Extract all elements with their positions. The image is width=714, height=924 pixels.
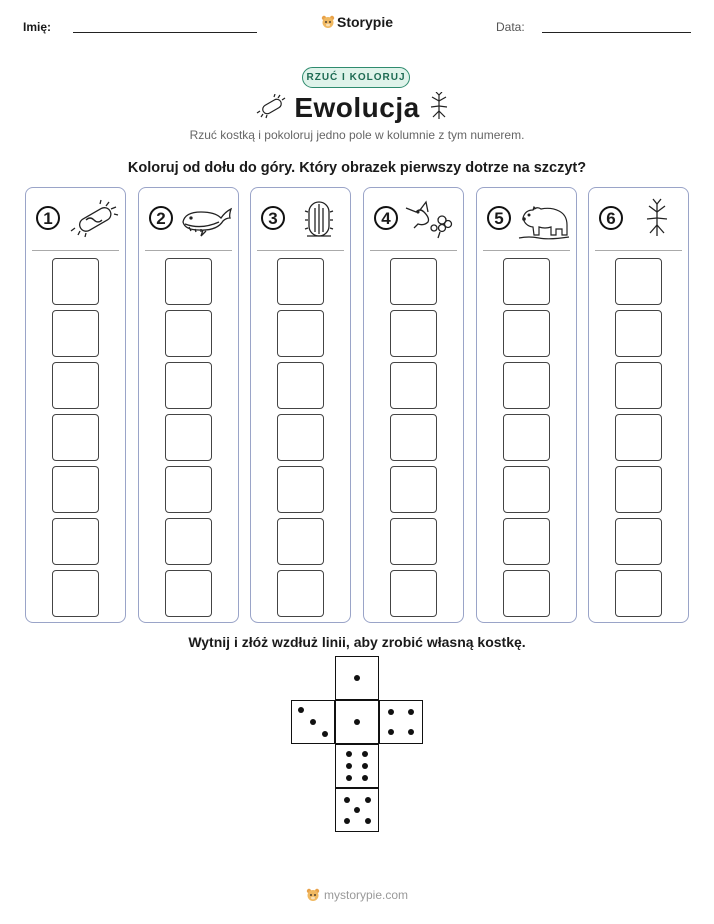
- color-box[interactable]: [165, 258, 212, 305]
- color-box[interactable]: [615, 362, 662, 409]
- dice-pip: [408, 729, 414, 735]
- color-box[interactable]: [390, 570, 437, 617]
- column-divider: [483, 250, 570, 251]
- color-box[interactable]: [52, 310, 99, 357]
- dice-face-4: [379, 700, 423, 744]
- color-box[interactable]: [277, 414, 324, 461]
- dice-pip: [346, 775, 352, 781]
- page-title: Ewolucja: [294, 92, 420, 123]
- dice-pip: [354, 675, 360, 681]
- dice-face-1: [335, 656, 379, 700]
- dice-pip: [346, 751, 352, 757]
- bacteria-icon: [66, 198, 122, 240]
- brand-logo: [0, 14, 714, 30]
- dice-pip: [354, 719, 360, 725]
- activity-badge: RZUĆ I KOLORUJ: [302, 67, 410, 88]
- column-3: [250, 187, 351, 623]
- color-box[interactable]: [277, 258, 324, 305]
- column-5: [476, 187, 577, 623]
- dice-face-5: [335, 788, 379, 832]
- color-box[interactable]: [165, 466, 212, 513]
- dice-pip: [362, 763, 368, 769]
- color-box[interactable]: [52, 258, 99, 305]
- column-divider: [595, 250, 682, 251]
- dice-pip: [344, 818, 350, 824]
- color-box[interactable]: [165, 414, 212, 461]
- dice-face-6: [335, 744, 379, 788]
- dice-pip: [365, 818, 371, 824]
- column-number: 3: [261, 206, 285, 230]
- stick-insect-icon: [629, 198, 685, 240]
- color-box[interactable]: [390, 518, 437, 565]
- color-box[interactable]: [277, 518, 324, 565]
- color-box[interactable]: [503, 570, 550, 617]
- color-box[interactable]: [52, 362, 99, 409]
- color-box[interactable]: [503, 310, 550, 357]
- color-box[interactable]: [277, 362, 324, 409]
- color-box[interactable]: [277, 310, 324, 357]
- color-box[interactable]: [52, 518, 99, 565]
- dice-pip: [365, 797, 371, 803]
- color-box[interactable]: [615, 518, 662, 565]
- column-2: [138, 187, 239, 623]
- column-divider: [145, 250, 232, 251]
- dice-pip: [362, 775, 368, 781]
- column-divider: [32, 250, 119, 251]
- bear-logo-icon: [306, 888, 320, 902]
- dice-pip: [322, 731, 328, 737]
- whale-icon: [179, 198, 235, 240]
- stick-insect-icon: [428, 92, 450, 122]
- column-6: [588, 187, 689, 623]
- color-box[interactable]: [277, 466, 324, 513]
- subtitle: Rzuć kostką i pokoloruj jedno pole w kolumnie z tym numerem.: [189, 128, 525, 142]
- column-4: [363, 187, 464, 623]
- column-number: 1: [36, 206, 60, 230]
- name-label: Imię:: [23, 20, 52, 34]
- color-box[interactable]: [615, 466, 662, 513]
- dice-face-1: [335, 700, 379, 744]
- column-divider: [370, 250, 457, 251]
- dice-pip: [388, 709, 394, 715]
- brand-name: Storypie: [336, 14, 393, 30]
- color-box[interactable]: [277, 570, 324, 617]
- color-box[interactable]: [52, 570, 99, 617]
- color-box[interactable]: [52, 466, 99, 513]
- color-box[interactable]: [615, 570, 662, 617]
- color-box[interactable]: [165, 362, 212, 409]
- dice-face-3: [291, 700, 335, 744]
- color-box[interactable]: [615, 414, 662, 461]
- dice-pip: [388, 729, 394, 735]
- column-divider: [257, 250, 344, 251]
- dice-pip: [362, 751, 368, 757]
- footer-url[interactable]: mystorypie.com: [323, 888, 409, 902]
- color-box[interactable]: [615, 310, 662, 357]
- polar-bear-icon: [517, 198, 573, 240]
- footer: [0, 888, 714, 902]
- color-box[interactable]: [165, 310, 212, 357]
- name-line[interactable]: [73, 32, 257, 33]
- color-box[interactable]: [390, 466, 437, 513]
- date-line[interactable]: [542, 32, 691, 33]
- column-number: 2: [149, 206, 173, 230]
- dice-pip: [354, 807, 360, 813]
- color-box[interactable]: [503, 414, 550, 461]
- color-box[interactable]: [390, 362, 437, 409]
- column-number: 4: [374, 206, 398, 230]
- color-box[interactable]: [503, 362, 550, 409]
- color-box[interactable]: [503, 258, 550, 305]
- color-box[interactable]: [165, 518, 212, 565]
- date-label: Data:: [496, 20, 525, 34]
- color-box[interactable]: [390, 414, 437, 461]
- dice-pip: [344, 797, 350, 803]
- color-box[interactable]: [390, 258, 437, 305]
- dice-pip: [346, 763, 352, 769]
- color-box[interactable]: [503, 518, 550, 565]
- column-number: 6: [599, 206, 623, 230]
- color-box[interactable]: [52, 414, 99, 461]
- bear-logo-icon: [321, 15, 335, 29]
- color-box[interactable]: [165, 570, 212, 617]
- column-number: 5: [487, 206, 511, 230]
- dice-pip: [310, 719, 316, 725]
- color-box[interactable]: [390, 310, 437, 357]
- dice-pip: [298, 707, 304, 713]
- instruction: Koloruj od dołu do góry. Który obrazek pierwszy dotrze na szczyt?: [127, 160, 587, 176]
- color-box[interactable]: [615, 258, 662, 305]
- cactus-icon: [291, 198, 347, 240]
- dice-pip: [408, 709, 414, 715]
- cut-instruction: Wytnij i złóż wzdłuż linii, aby zrobić własną kostkę.: [188, 634, 526, 650]
- column-1: [25, 187, 126, 623]
- color-box[interactable]: [503, 466, 550, 513]
- hummingbird-icon: [404, 198, 460, 240]
